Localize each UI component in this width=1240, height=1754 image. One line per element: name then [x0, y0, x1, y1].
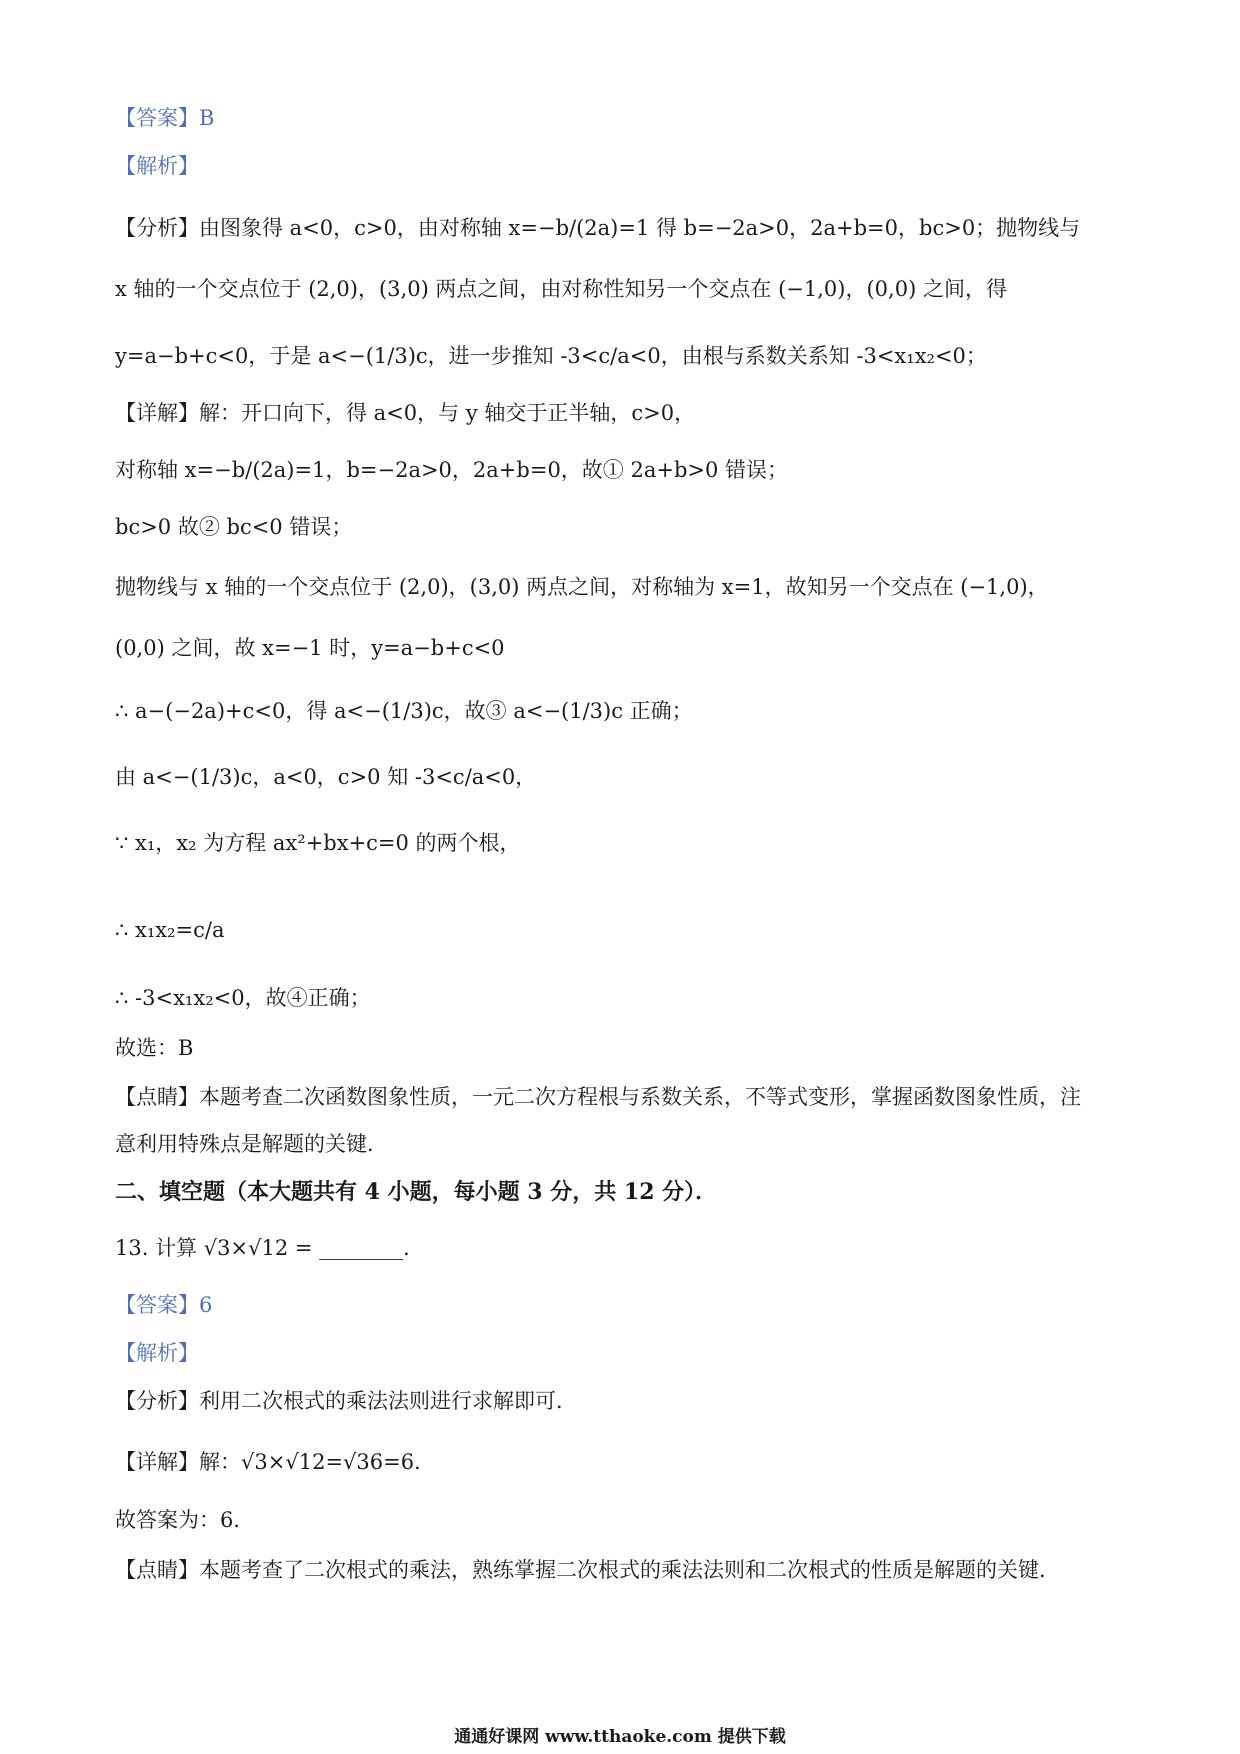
analysis-label-13: 【解析】 [115, 1341, 199, 1365]
footer-watermark: 通通好课网 www.tthaoke.com 提供下载 [454, 1727, 786, 1747]
answer-13: 故答案为：6． [115, 1508, 255, 1532]
comment-line-2: 意利用特殊点是解题的关键． [115, 1132, 388, 1156]
detail-line-4: 抛物线与 x 轴的一个交点位于 (2,0)，(3,0) 两点之间，对称轴为 x=1，故知另一个交点在 (−1,0)， [115, 575, 1049, 599]
detail-line-10: ∴ -3<x₁x₂<0，故④正确； [115, 986, 371, 1010]
detail-line-1: 【详解】解：开口向下，得 a<0，与 y 轴交于正半轴，c>0， [115, 401, 696, 425]
question-13: 13. 计算 √3×√12 = ________． [115, 1236, 425, 1260]
analysis-line-1: 【分析】由图象得 a<0，c>0，由对称轴 x=−b/(2a)=1 得 b=−2a>0，2a+b=0，bc>0；抛物线与 [115, 216, 1081, 240]
analysis-line-3: y=a−b+c<0，于是 a<−(1/3)c，进一步推知 -3<c/a<0，由根与系数关系知 -3<x₁x₂<0； [115, 344, 987, 368]
analysis-13: 【分析】利用二次根式的乘法法则进行求解即可． [115, 1389, 577, 1413]
comment-13: 【点睛】本题考查了二次根式的乘法，熟练掌握二次根式的乘法法则和二次根式的性质是解题的关键． [115, 1558, 1060, 1582]
comment-line-1: 【点睛】本题考查二次函数图象性质，一元二次方程根与系数关系，不等式变形，掌握函数图象性质，注 [115, 1085, 1081, 1109]
answer-label: 【答案】B [115, 106, 215, 130]
section-heading: 二、填空题（本大题共有 4 小题，每小题 3 分，共 12 分）． [115, 1179, 718, 1205]
detail-line-6: ∴ a−(−2a)+c<0，得 a<−(1/3)c，故③ a<−(1/3)c 正确； [115, 699, 693, 723]
answer-label-13: 【答案】6 [115, 1293, 213, 1317]
detail-line-2: 对称轴 x=−b/(2a)=1，b=−2a>0，2a+b=0，故① 2a+b>0 错误； [115, 458, 789, 482]
detail-line-8: ∵ x₁，x₂ 为方程 ax²+bx+c=0 的两个根， [115, 831, 521, 855]
analysis-line-2: x 轴的一个交点位于 (2,0)，(3,0) 两点之间，由对称性知另一个交点在 (−1,0)，(0,0) 之间，得 [115, 277, 1007, 301]
detail-line-9: ∴ x₁x₂=c/a [115, 918, 225, 942]
analysis-label: 【解析】 [115, 154, 199, 178]
detail-13: 【详解】解：√3×√12=√36=6． [115, 1450, 436, 1474]
detail-line-7: 由 a<−(1/3)c，a<0，c>0 知 -3<c/a<0， [115, 765, 537, 789]
choice-line: 故选：B [115, 1036, 194, 1060]
detail-line-3: bc>0 故② bc<0 错误； [115, 515, 353, 539]
detail-line-5: (0,0) 之间，故 x=−1 时，y=a−b+c<0 [115, 636, 505, 660]
